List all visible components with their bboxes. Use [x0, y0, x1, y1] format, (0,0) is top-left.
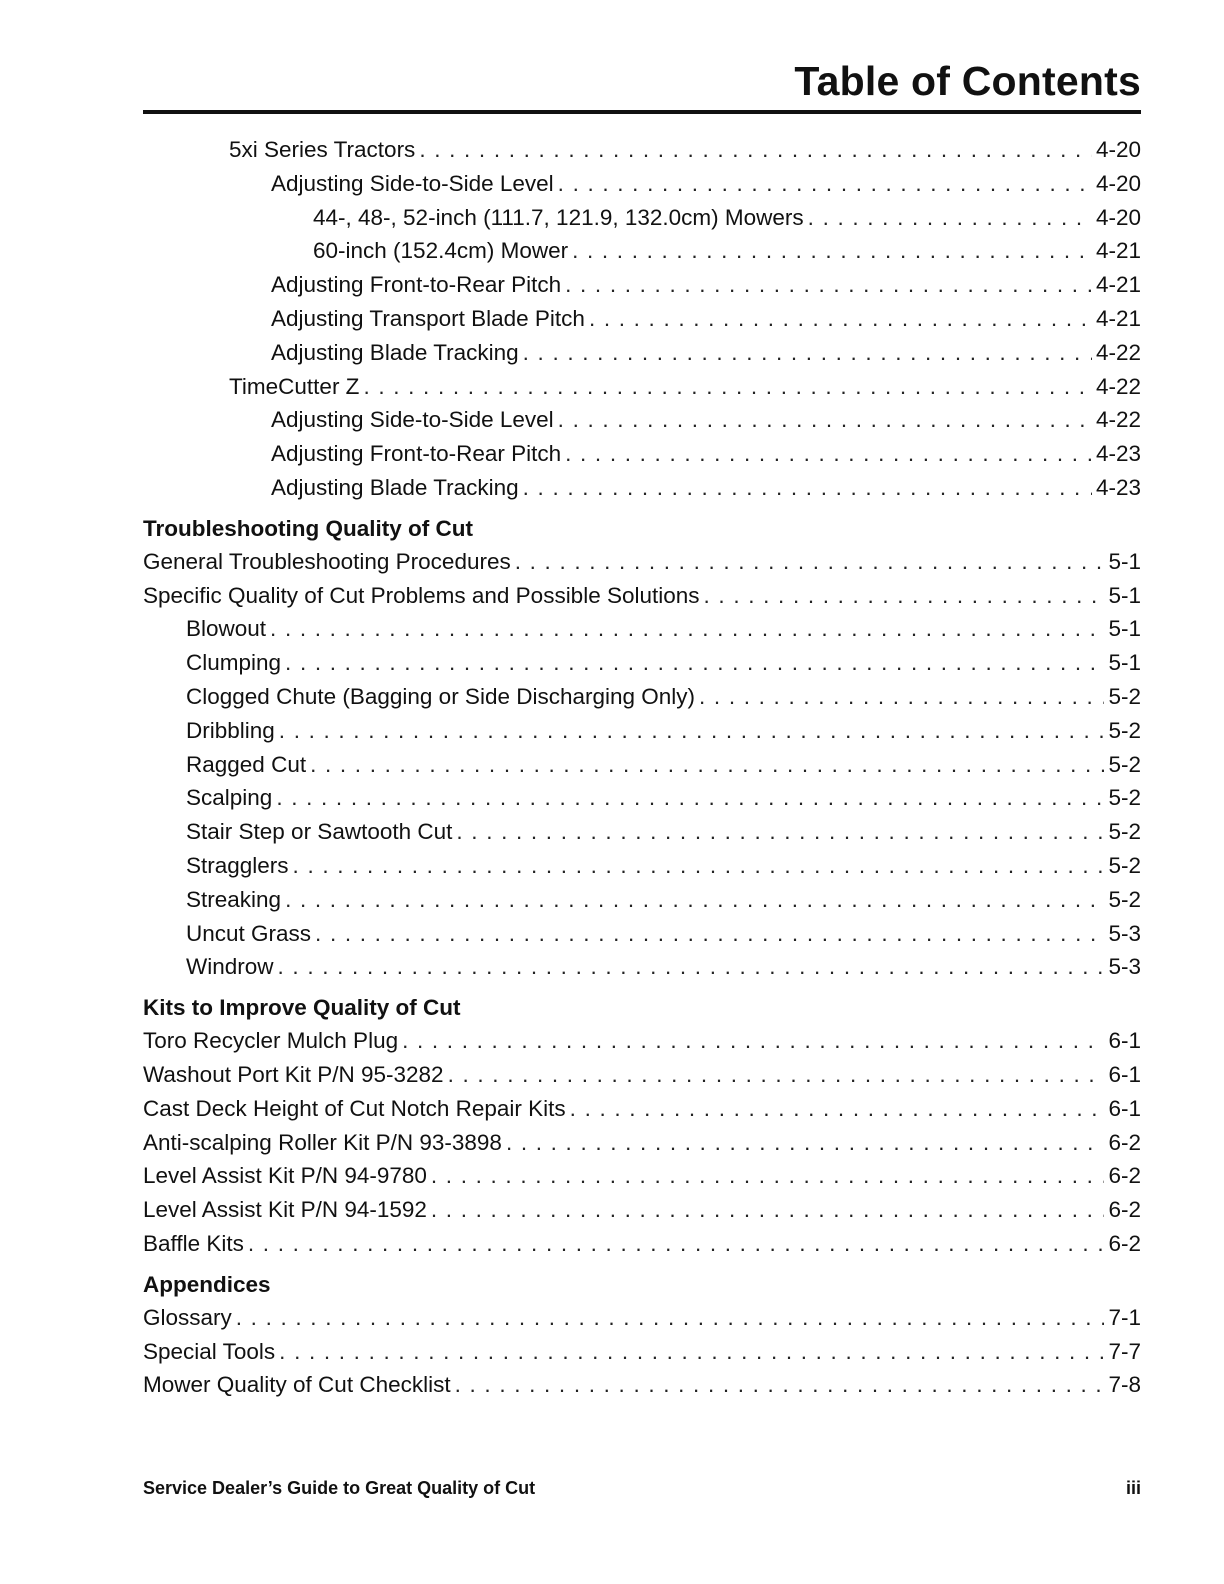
dot-leader	[808, 201, 1092, 235]
dot-leader	[285, 646, 1104, 680]
toc-entry-label: Washout Port Kit P/N 95-3282	[143, 1061, 444, 1087]
toc-entry[interactable]	[143, 714, 1141, 748]
toc-entry-page: 4-22	[1095, 339, 1141, 365]
dot-leader	[565, 437, 1092, 471]
toc-entry-page: 4-22	[1095, 373, 1141, 399]
toc-entry-page: 4-20	[1095, 137, 1141, 162]
dot-leader	[699, 680, 1104, 714]
toc-entry-label: Baffle Kits	[143, 1230, 244, 1256]
toc-entry-label: Uncut Grass	[186, 920, 312, 946]
toc-entry[interactable]	[143, 849, 1141, 883]
toc-entry-page: 5-1	[1108, 650, 1141, 676]
dot-leader	[310, 748, 1104, 782]
toc-entry-page: 4-22	[1095, 407, 1141, 433]
toc-entry[interactable]	[143, 1227, 1141, 1261]
toc-entry[interactable]	[143, 748, 1141, 782]
dot-leader	[276, 781, 1104, 815]
dot-leader	[523, 471, 1092, 505]
toc-entry-page: 5-2	[1108, 819, 1141, 845]
toc-entry-page: 7-7	[1108, 1338, 1141, 1364]
toc-entry-page: 5-2	[1108, 751, 1141, 777]
toc-entry[interactable]	[143, 1193, 1141, 1227]
dot-leader	[431, 1159, 1105, 1193]
toc-entry[interactable]	[143, 646, 1141, 680]
toc-entry-label: Special Tools	[143, 1338, 276, 1364]
toc-entry-page: 6-1	[1108, 1095, 1141, 1121]
dot-leader	[402, 1024, 1104, 1058]
toc-entry-label: 5xi Series Tractors	[229, 137, 416, 162]
table-of-contents	[143, 133, 1141, 1402]
toc-entry[interactable]	[143, 579, 1141, 613]
toc-entry-label: Scalping	[186, 785, 273, 811]
dot-leader	[279, 714, 1105, 748]
toc-entry[interactable]	[143, 471, 1141, 505]
toc-entry[interactable]	[143, 612, 1141, 646]
toc-entry-page: 6-1	[1108, 1028, 1141, 1054]
toc-entry-page: 4-21	[1095, 272, 1141, 298]
dot-leader	[293, 849, 1105, 883]
toc-entry[interactable]	[143, 883, 1141, 917]
toc-entry-page: 5-1	[1108, 616, 1141, 642]
dot-leader	[589, 302, 1092, 336]
toc-entry[interactable]	[143, 1301, 1141, 1335]
toc-entry[interactable]	[143, 234, 1141, 268]
toc-entry[interactable]	[143, 370, 1141, 404]
toc-entry-page: 6-2	[1108, 1163, 1141, 1189]
toc-entry-label: Adjusting Front-to-Rear Pitch	[271, 441, 562, 467]
toc-entry[interactable]	[143, 1058, 1141, 1092]
toc-entry-label: Level Assist Kit P/N 94-9780	[143, 1163, 427, 1189]
toc-entry[interactable]	[143, 1092, 1141, 1126]
toc-entry-page: 5-2	[1108, 683, 1141, 709]
toc-entry[interactable]	[143, 302, 1141, 336]
dot-leader	[558, 167, 1092, 201]
toc-entry-page: 5-3	[1108, 920, 1141, 946]
toc-entry-label: Adjusting Front-to-Rear Pitch	[271, 272, 562, 298]
toc-entry[interactable]	[143, 403, 1141, 437]
toc-entry-label: 60-inch (152.4cm) Mower	[313, 238, 569, 264]
toc-entry-label: General Troubleshooting Procedures	[143, 548, 511, 574]
toc-entry[interactable]	[143, 437, 1141, 471]
dot-leader	[570, 1092, 1105, 1126]
toc-entry-label: Specific Quality of Cut Problems and Possible Solutions	[143, 582, 700, 608]
dot-leader	[315, 917, 1104, 951]
toc-entry-label: Clumping	[186, 650, 282, 676]
toc-entry-label: Mower Quality of Cut Checklist	[143, 1372, 451, 1398]
dot-leader	[565, 268, 1092, 302]
toc-section-heading: Troubleshooting Quality of Cut	[143, 515, 473, 541]
dot-leader	[456, 815, 1104, 849]
toc-entry-label: Windrow	[186, 954, 274, 980]
toc-entry-page: 5-2	[1108, 886, 1141, 912]
toc-entry-label: Adjusting Blade Tracking	[271, 474, 519, 500]
toc-entry-page: 5-1	[1108, 548, 1141, 574]
toc-entry[interactable]	[143, 268, 1141, 302]
toc-entry-page: 6-2	[1108, 1197, 1141, 1223]
dot-leader	[248, 1227, 1105, 1261]
dot-leader	[278, 950, 1105, 984]
toc-entry-page: 4-20	[1095, 204, 1141, 230]
toc-entry-page: 6-1	[1108, 1061, 1141, 1087]
toc-entry-page: 7-1	[1108, 1304, 1141, 1330]
toc-entry-page: 6-2	[1108, 1230, 1141, 1256]
title-rule	[143, 110, 1141, 114]
toc-entry-label: Toro Recycler Mulch Plug	[143, 1028, 399, 1054]
toc-entry-page: 4-21	[1095, 238, 1141, 264]
toc-entry-label: Level Assist Kit P/N 94-1592	[143, 1197, 427, 1223]
toc-entry-page: 5-2	[1108, 717, 1141, 743]
toc-entry-page: 4-21	[1095, 305, 1141, 331]
toc-entry-label: Adjusting Side-to-Side Level	[271, 407, 554, 433]
toc-entry[interactable]	[143, 1024, 1141, 1058]
toc-entry-page: 4-23	[1095, 474, 1141, 500]
dot-leader	[431, 1193, 1105, 1227]
toc-entry-label: Blowout	[186, 616, 267, 642]
toc-entry-label: TimeCutter Z	[229, 373, 360, 399]
toc-entry[interactable]	[143, 1368, 1141, 1402]
toc-entry[interactable]	[143, 950, 1141, 984]
dot-leader	[455, 1368, 1105, 1402]
toc-entry[interactable]	[143, 1126, 1141, 1160]
dot-leader	[515, 545, 1105, 579]
dot-leader	[558, 403, 1092, 437]
toc-entry-page: 4-23	[1095, 441, 1141, 467]
toc-entry[interactable]	[143, 336, 1141, 370]
dot-leader	[419, 133, 1092, 167]
dot-leader	[279, 1335, 1104, 1369]
toc-entry[interactable]	[143, 1159, 1141, 1193]
toc-entry-page: 5-2	[1108, 785, 1141, 811]
footer-document-title: Service Dealer’s Guide to Great Quality of Cut	[143, 1478, 536, 1498]
dot-leader	[270, 612, 1104, 646]
toc-entry[interactable]	[143, 1335, 1141, 1369]
toc-entry-page: 4-20	[1095, 170, 1141, 196]
toc-entry[interactable]	[143, 167, 1141, 201]
toc-entry-page: 5-2	[1108, 852, 1141, 878]
toc-entry-label: Anti-scalping Roller Kit P/N 93-3898	[143, 1129, 502, 1155]
toc-entry-label: Clogged Chute (Bagging or Side Discharging Only)	[186, 683, 696, 709]
toc-entry-label: Stragglers	[186, 852, 289, 878]
dot-leader	[236, 1301, 1105, 1335]
toc-entry[interactable]	[143, 917, 1141, 951]
toc-entry[interactable]	[143, 201, 1141, 235]
dot-leader	[506, 1126, 1105, 1160]
toc-entry[interactable]	[143, 815, 1141, 849]
toc-entry-label: 44-, 48-, 52-inch (111.7, 121.9, 132.0cm) Mowers	[313, 204, 804, 230]
toc-entry-label: Adjusting Blade Tracking	[271, 339, 519, 365]
toc-entry-label: Adjusting Transport Blade Pitch	[271, 305, 585, 331]
toc-section-heading: Kits to Improve Quality of Cut	[143, 995, 461, 1021]
dot-leader	[363, 370, 1092, 404]
toc-entry[interactable]	[143, 680, 1141, 714]
toc-entry[interactable]	[143, 781, 1141, 815]
page-title: Table of Contents	[794, 58, 1141, 104]
toc-entry-page: 5-3	[1108, 954, 1141, 980]
toc-entry-page: 6-2	[1108, 1129, 1141, 1155]
toc-entry-label: Stair Step or Sawtooth Cut	[186, 819, 453, 845]
dot-leader	[572, 234, 1092, 268]
toc-entry-label: Cast Deck Height of Cut Notch Repair Kits	[143, 1095, 566, 1121]
footer-page-number: iii	[1125, 1478, 1141, 1498]
dot-leader	[285, 883, 1104, 917]
toc-entry[interactable]	[143, 133, 1141, 167]
toc-entry-page: 7-8	[1108, 1372, 1141, 1398]
dot-leader	[704, 579, 1105, 613]
dot-leader	[523, 336, 1092, 370]
toc-entry-page: 5-1	[1108, 582, 1141, 608]
toc-entry-label: Streaking	[186, 886, 282, 912]
toc-entry-label: Dribbling	[186, 717, 275, 743]
toc-section-heading: Appendices	[143, 1271, 271, 1297]
toc-entry-label: Ragged Cut	[186, 751, 307, 777]
toc-entry-label: Glossary	[143, 1304, 232, 1330]
toc-entry[interactable]	[143, 545, 1141, 579]
toc-entry-label: Adjusting Side-to-Side Level	[271, 170, 554, 196]
dot-leader	[448, 1058, 1105, 1092]
